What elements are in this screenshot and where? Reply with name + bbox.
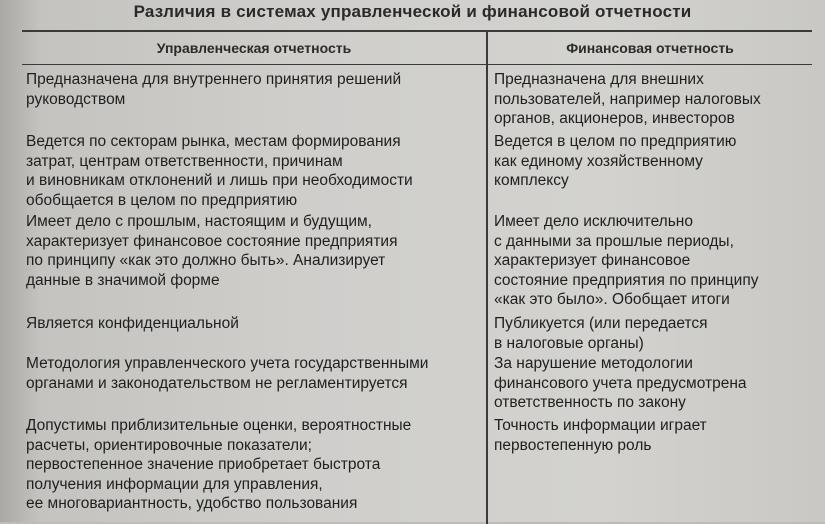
row-3-financial: Имеет дело исключительно с данными за прошлые периоды, характеризует финансовое состояние предприятия по принципу «как это было». Обобщает итоги	[494, 213, 759, 308]
row-4-financial: Публикуется (или передается в налоговые органы)	[494, 315, 708, 352]
row-6-management: Допустимы приблизительные оценки, вероятностные расчеты, ориентировочные показатели; первостепенное значение приобретает быстрота получения информации для управления, ее многовариантность, удобство пользования	[26, 417, 412, 512]
row-6-financial: Точность информации играет первостепенную роль	[494, 417, 707, 454]
comparison-table	[22, 30, 812, 524]
table-header	[22, 32, 812, 65]
row-3-management: Имеет дело с прошлым, настоящим и будущим, характеризует финансовое состояние предприятия по принципу «как это должно быть». Анализирует данные в значимой форме	[26, 213, 398, 289]
row-1-financial: Предназначена для внешних пользователей, например налоговых органов, акционеров, инвесторов	[494, 71, 761, 127]
row-2-management: Ведется по секторам рынка, местам формирования затрат, центрам ответственности, причинам и виновникам отклонений и лишь при необходимости обобщается в целом по предприятию	[26, 133, 413, 209]
header-financial-reporting: Финансовая отчетность	[566, 40, 734, 56]
row-5-financial: За нарушение методологии финансового учета предусмотрена ответственность по закону	[494, 355, 747, 411]
row-4-management: Является конфиденциальной	[26, 315, 239, 332]
row-2-financial: Ведется в целом по предприятию как единому хозяйственному комплексу	[494, 133, 737, 189]
column-divider	[486, 32, 488, 524]
row-1-management: Предназначена для внутреннего принятия решений руководством	[26, 71, 402, 108]
row-5-management: Методология управленческого учета государственными органами и законодательством не регламентируется	[26, 355, 429, 392]
page-title: Различия в системах управленческой и финансовой отчетности	[133, 2, 692, 21]
header-management-reporting: Управленческая отчетность	[156, 40, 352, 56]
